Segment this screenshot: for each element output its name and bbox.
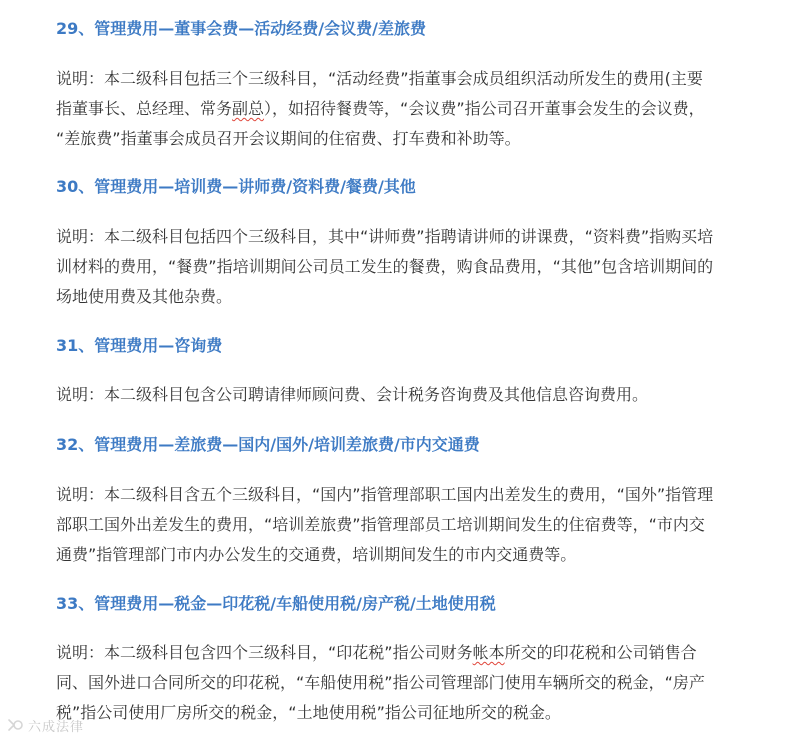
text-run: “差旅费”指董事会成员召开会议期间的住宿费、打车费和补助等。: [56, 129, 521, 148]
body-line: [56, 668, 756, 698]
section-body-33: [56, 638, 756, 728]
body-line: [56, 282, 756, 312]
body-line: [56, 510, 756, 540]
text-run: 部职工国外出差发生的费用，“培训差旅费”指管理部员工培训期间发生的住宿费等，“市内交: [56, 515, 705, 534]
watermark-logo-icon: [6, 716, 24, 734]
text-run: ），如招待餐费等，“会议费”指公司召开董事会发生的会议费，: [264, 99, 705, 118]
section-heading-30: 30、管理费用—培训费—讲师费/资料费/餐费/其他: [56, 177, 416, 196]
section-body-30: [56, 222, 756, 312]
section-body-31: [56, 380, 756, 410]
section-body-29: [56, 64, 756, 154]
body-line: [56, 124, 756, 154]
body-line: [56, 222, 756, 252]
section-heading-31: 31、管理费用—咨询费: [56, 336, 223, 355]
section-body-32: [56, 480, 756, 570]
body-line: [56, 540, 756, 570]
watermark-text: 六成法律: [28, 719, 85, 735]
body-line: [56, 380, 756, 410]
body-line: [56, 94, 756, 124]
body-line: [56, 638, 756, 668]
text-run: 场地使用费及其他杂费。: [56, 287, 233, 306]
body-line: [56, 480, 756, 510]
body-line: [56, 64, 756, 94]
watermark: [6, 714, 84, 736]
section-heading-33: 33、管理费用—税金—印花税/车船使用税/房产税/土地使用税: [56, 594, 496, 613]
text-run: 所交的印花税和公司销售合: [504, 643, 697, 662]
text-run: 说明：本二级科目包含四个三级科目，“印花税”指公司财务: [56, 643, 473, 662]
spellcheck-flagged-word: 副总: [232, 99, 265, 118]
text-run: 同、国外进口合同所交的印花税，“车船使用税”指公司管理部门使用车辆所交的税金，“房产: [56, 673, 705, 692]
body-line: [56, 252, 756, 282]
text-run: 指董事长、总经理、常务: [56, 99, 233, 118]
text-run: 训材料的费用，“餐费”指培训期间公司员工发生的餐费，购食品费用，“其他”包含培训期间的: [56, 257, 714, 276]
text-run: 说明：本二级科目含五个三级科目，“国内”指管理部职工国内出差发生的费用，“国外”指管理: [56, 485, 714, 504]
text-run: 通费”指管理部门市内办公发生的交通费，培训期间发生的市内交通费等。: [56, 545, 577, 564]
body-line: [56, 698, 756, 728]
section-heading-32: 32、管理费用—差旅费—国内/国外/培训差旅费/市内交通费: [56, 435, 480, 454]
text-run: 税”指公司使用厂房所交的税金，“土地使用税”指公司征地所交的税金。: [56, 703, 561, 722]
section-heading-29: 29、管理费用—董事会费—活动经费/会议费/差旅费: [56, 19, 426, 38]
text-run: 说明：本二级科目包括四个三级科目，其中“讲师费”指聘请讲师的讲课费，“资料费”指购买培: [56, 227, 714, 246]
spellcheck-flagged-word: 帐本: [472, 643, 505, 662]
text-run: 说明：本二级科目包括三个三级科目，“活动经费”指董事会成员组织活动所发生的费用(主要: [56, 69, 703, 88]
text-run: 说明：本二级科目包含公司聘请律师顾问费、会计税务咨询费及其他信息咨询费用。: [56, 385, 649, 404]
